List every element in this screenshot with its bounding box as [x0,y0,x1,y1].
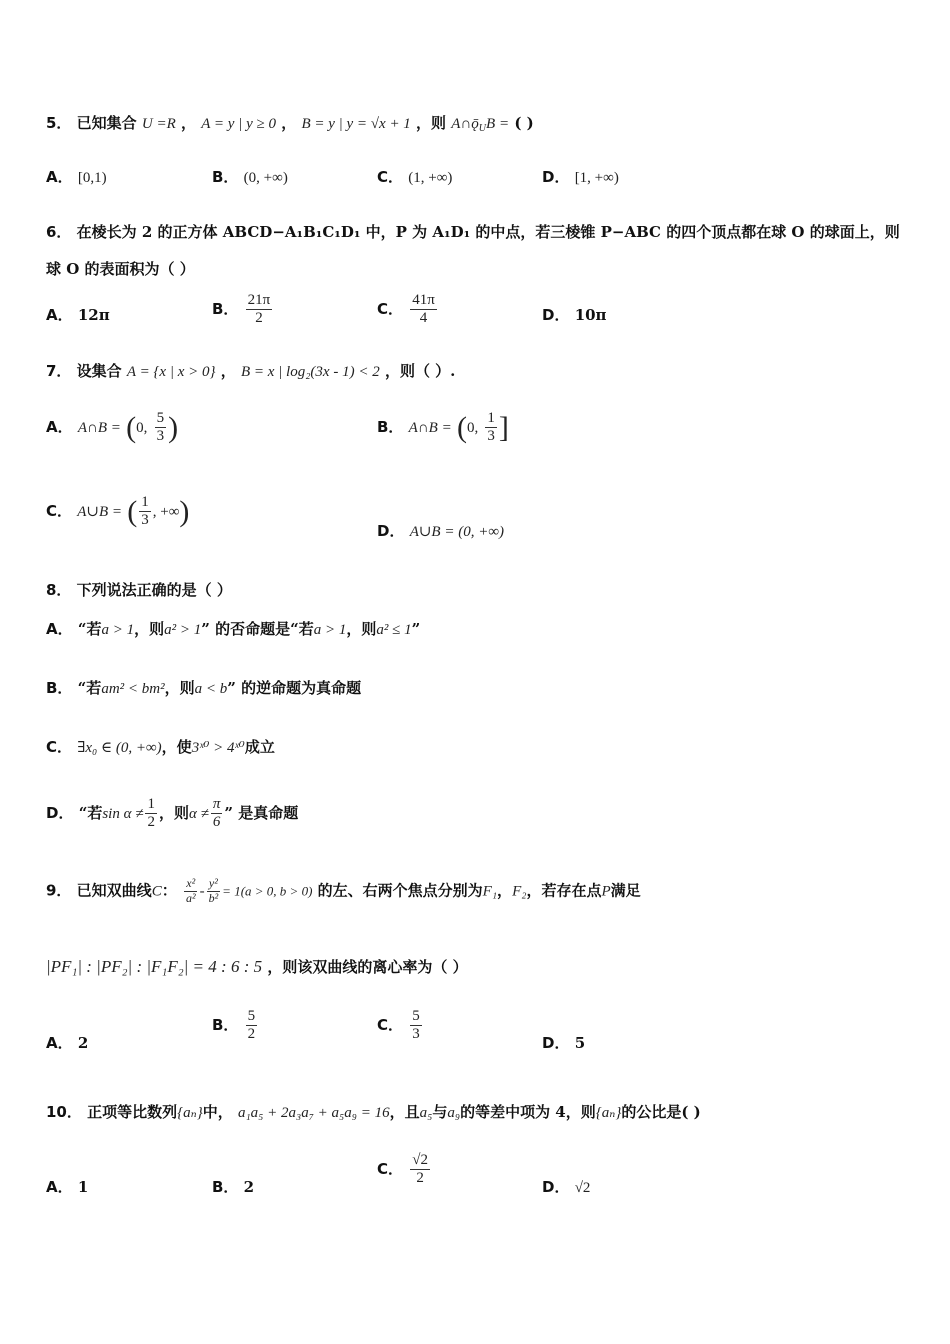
option-value: 5 [574,1034,586,1052]
q5-stem-text-a: 已知集合 [76,114,137,132]
paren-left: ( [456,410,467,444]
option-value: [0,1) [77,170,107,186]
option-fraction: $\frac{5}{3}$ [412,1008,420,1043]
q10-equation: a₁a₅ + 2a₃a₇ + a₅a₉ = 16 [237,1105,390,1121]
paren-right: ) [179,494,190,528]
q5-option-b[interactable] [212,166,288,187]
option-math: ∃x₀ ∈ (0, +∞) [77,740,162,756]
option-value: √2 [574,1180,591,1196]
q10-a5: a₅ [419,1105,433,1121]
option-left: 0, [136,419,148,436]
option-label: B． [377,417,404,436]
option-label: A． [46,306,73,324]
option-value: 2 [77,1034,89,1052]
option-text: ” [411,620,421,638]
option-text: “若 [77,679,102,697]
option-label: C． [46,738,73,756]
option-label: C． [377,1015,404,1034]
option-label: C． [377,299,404,318]
option-text: ，则 [134,620,165,638]
q7-number: 7． [46,362,72,380]
q9-minus: - [199,883,205,900]
option-label: A． [46,417,73,436]
q10-sequence: {aₙ} [177,1105,203,1121]
q5-universe: U =R [141,116,176,132]
option-label: D． [46,803,74,822]
q6-stem-cont [46,258,195,279]
q7-option-d[interactable] [377,520,504,541]
q8-number: 8． [46,581,72,599]
q9-equation-tail: = 1(a > 0, b > 0) [222,883,313,899]
option-text: 成立 [244,738,275,756]
q9-number: 9． [46,881,72,900]
q9-ratio: |PF₁| : |PF₂| : |F₁F₂| = 4 : 6 : 5 [46,957,263,976]
option-math: am² < bm² [101,681,165,697]
option-label: C． [46,501,73,520]
q5-set-b: B = y | y = √x + 1 [301,116,411,132]
q7-stem-text-b: ，则（ ）. [384,362,456,380]
option-math: a > 1 [313,622,347,638]
q9-stem-cont [46,956,468,977]
option-label: B． [212,1015,239,1034]
q9-stem-text-c: ，若存在点 [526,881,602,900]
option-label: A． [46,1034,73,1052]
q8-stem-text: 下列说法正确的是（ ） [76,581,232,599]
option-math: a² > 1 [164,622,202,638]
option-fraction: $\frac{1}{3}$ [141,494,149,529]
option-label: B． [46,679,73,697]
q6-option-a[interactable] [46,304,110,325]
q9-comma: ， [497,881,513,900]
option-fraction: $\frac{1}{2}$ [147,796,155,831]
q10-a9: a₉ [447,1105,461,1121]
option-fraction: $\frac{41\pi}{4}$ [412,292,435,327]
option-text: ” 是真命题 [224,803,299,822]
option-label: D． [377,522,405,540]
q9-stem [46,877,641,906]
paren-left: ( [127,494,138,528]
option-expression: A∩B = [408,419,452,436]
option-label: B． [212,1178,239,1196]
option-label: B． [212,168,239,186]
option-text: ，则 [164,679,195,697]
option-expression: A∪B = [77,503,123,520]
q9-fraction-y: $\frac{\text{y²}}{\text{b²}}$ [208,876,219,905]
q10-stem-text-a: 正项等比数列 [87,1103,178,1121]
q7-stem-text-a: 设集合 [76,362,122,380]
q5-expression: $A\cap ǭ_UB$ = [451,116,510,134]
q9-stem-text-d: 满足 [610,881,641,900]
q8-option-c[interactable] [46,736,275,757]
option-math: a < b [194,681,228,697]
q7-option-b[interactable] [377,410,509,446]
q10-sequence-2: {aₙ} [595,1105,622,1121]
option-text: ，则 [158,803,189,822]
option-math: 3ˣ⁰ > 4ˣ⁰ [191,740,245,756]
option-text: ” 的逆命题为真命题 [227,679,362,697]
q6-option-c[interactable] [377,292,439,328]
q8-option-d[interactable] [46,796,298,832]
option-value: 10π [574,306,607,324]
option-label: D． [542,1034,570,1052]
option-math: a > 1 [101,622,135,638]
option-math: sin α ≠ [102,805,144,822]
option-math: a² ≤ 1 [376,622,412,638]
option-value: (0, +∞) [243,170,288,186]
q10-stem-text-c: ，且 [389,1103,420,1121]
option-text: ，则 [346,620,377,638]
q9-colon: ： [161,881,177,900]
q5-option-a[interactable] [46,166,107,187]
option-fraction: $\frac{√2}{2}$ [412,1152,428,1187]
q5-comma-2: ， [281,114,297,132]
q8-option-b[interactable] [46,677,361,698]
option-expression: A∪B = (0, +∞) [409,524,505,540]
q9-focus-2: F₂ [512,883,527,900]
q5-set-a: A = y | y ≥ 0 [201,116,276,132]
option-label: D． [542,1178,570,1196]
q5-paren: ( ) [514,114,534,132]
option-value: [1, +∞) [574,170,619,186]
q5-option-c[interactable] [377,166,452,187]
q9-option-c[interactable] [377,1008,424,1044]
q9-point-p: P [601,883,611,900]
option-fraction: $\frac{21\pi}{2}$ [247,292,271,327]
q10-stem [46,1101,701,1122]
option-value: 12π [77,306,110,324]
paren-right: ) [168,410,179,444]
q6-number: 6． [46,223,72,241]
q10-stem-text-f: 的公比是( ) [621,1103,701,1121]
option-fraction: $\frac{5}{3}$ [156,410,165,445]
q5-stem-text-b: ，则 [416,114,447,132]
q8-stem [46,579,232,600]
option-label: C． [377,1159,404,1178]
option-value: 1 [77,1178,89,1196]
q9-focus-1: F₁ [482,883,498,900]
q6-option-b[interactable] [212,292,274,328]
option-left: 0, [466,419,479,436]
option-value: 2 [243,1178,255,1196]
option-expression: A∩B = [77,419,121,436]
q10-option-c[interactable] [377,1152,432,1188]
q10-stem-text-b: 中， [202,1103,233,1121]
bracket-right: ] [498,410,509,444]
q8-option-a[interactable] [46,618,420,639]
option-label: B． [212,299,239,318]
q9-stem-text-b: 的左、右两个焦点分别为 [317,881,483,900]
option-fraction: $\frac{\pi}{6}$ [212,796,221,831]
q5-stem [46,112,534,134]
option-text: ，使 [161,738,192,756]
option-label: D． [542,168,570,186]
q9-option-b[interactable] [212,1008,259,1044]
q10-option-b[interactable] [212,1176,254,1197]
q6-stem [46,221,900,242]
q5-option-d[interactable] [542,166,619,187]
option-value: (1, +∞) [408,170,453,186]
q10-option-a[interactable] [46,1176,88,1197]
option-label: A． [46,620,73,638]
option-fraction: $\frac{5}{2}$ [247,1008,256,1043]
option-right: , +∞ [152,503,180,520]
option-label: A． [46,1178,73,1196]
option-text: ” 的否命题是“若 [201,620,314,638]
q10-option-d[interactable] [542,1176,590,1197]
q7-stem [46,360,455,381]
q6-stem-line-1: 在棱长为 2 的正方体 ABCD−A₁B₁C₁D₁ 中，P 为 A₁D₁ 的中点，若三棱锥 P−ABC 的四个顶点都在球 O 的球面上，则 [76,223,900,241]
q7-option-a[interactable] [46,410,178,446]
paren-left: ( [126,410,137,444]
option-text: “若 [78,803,103,822]
option-text: “若 [77,620,102,638]
q9-fraction-x: $\frac{\text{x²}}{\text{a²}}$ [185,876,196,905]
option-math: α ≠ [188,805,209,822]
q7-set-b: B = x | log₂(3x - 1) < 2 [240,364,380,380]
q9-stem-text-a: 已知双曲线 [76,881,152,900]
option-label: D． [542,306,570,324]
q9-option-a[interactable] [46,1032,88,1053]
q6-option-d[interactable] [542,304,607,325]
q5-number: 5． [46,114,72,132]
q10-stem-text-e: 的等差中项为 4，则 [460,1103,596,1121]
q9-option-d[interactable] [542,1032,585,1053]
q10-stem-text-d: 与 [432,1103,448,1121]
q7-option-c[interactable] [46,494,189,530]
option-label: A． [46,168,73,186]
q9-curve-name: C [151,883,162,900]
option-label: C． [377,168,404,186]
q5-comma-1: ， [181,114,197,132]
q6-stem-line-2: 球 O 的表面积为（ ） [46,260,195,278]
q10-number: 10． [46,1103,82,1121]
q7-set-a: A = {x | x > 0} [126,364,216,380]
q7-comma: ， [220,362,236,380]
option-fraction: $\frac{1}{3}$ [487,410,495,445]
q9-stem-text-e: ，则该双曲线的离心率为（ ） [267,958,468,976]
